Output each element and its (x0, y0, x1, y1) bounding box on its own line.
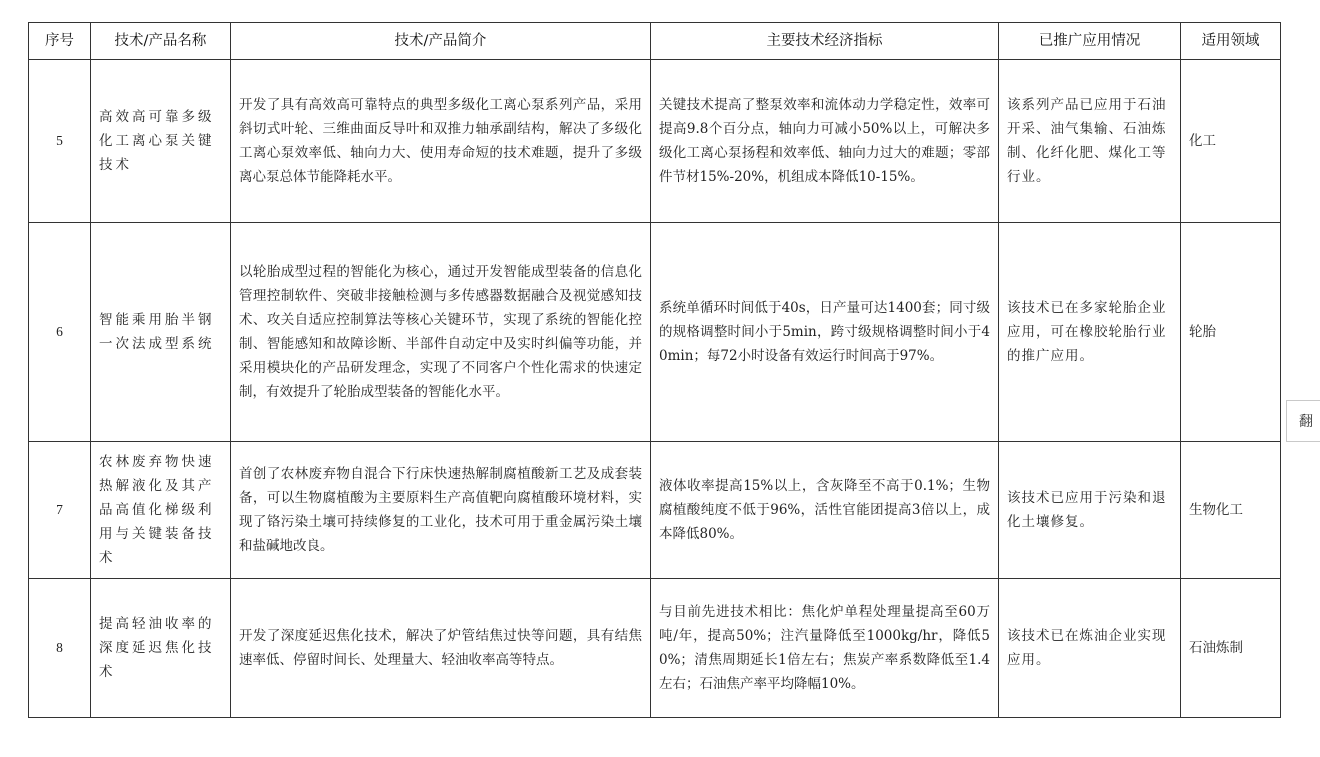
technology-metrics: 与目前先进技术相比：焦化炉单程处理量提高至60万吨/年，提高50%；注汽量降低至1000kg/hr，降低50%；清焦周期延长1倍左右；焦炭产率系数降低至1.4左右；石油焦产率平均降幅10%。 (651, 579, 999, 718)
header-applied: 已推广应用情况 (999, 23, 1181, 60)
header-name: 技术/产品名称 (91, 23, 231, 60)
technology-catalog-table (28, 22, 1281, 718)
technology-name: 高效高可靠多级化工离心泵关键技术 (91, 60, 231, 223)
application-field: 轮胎 (1181, 223, 1281, 442)
row-number: 8 (29, 579, 91, 718)
technology-name: 农林废弃物快速热解液化及其产品高值化梯级利用与关键装备技术 (91, 442, 231, 579)
row-number: 7 (29, 442, 91, 579)
header-intro: 技术/产品简介 (231, 23, 651, 60)
application-field: 石油炼制 (1181, 579, 1281, 718)
table-row (29, 223, 1281, 442)
header-row (29, 23, 1281, 60)
application-status: 该系列产品已应用于石油开采、油气集输、石油炼制、化纤化肥、煤化工等行业。 (999, 60, 1181, 223)
application-field: 化工 (1181, 60, 1281, 223)
header-number: 序号 (29, 23, 91, 60)
technology-name: 提高轻油收率的深度延迟焦化技术 (91, 579, 231, 718)
technology-metrics: 系统单循环时间低于40s，日产量可达1400套；同寸级的规格调整时间小于5min，跨寸级规格调整时间小于40min；每72小时设备有效运行时间高于97%。 (651, 223, 999, 442)
application-field: 生物化工 (1181, 442, 1281, 579)
technology-intro: 开发了具有高效高可靠特点的典型多级化工离心泵系列产品，采用斜切式叶轮、三维曲面反导叶和双推力轴承副结构，解决了多级化工离心泵效率低、轴向力大、使用寿命短的技术难题，提升了多级离心泵总体节能降耗水平。 (231, 60, 651, 223)
table-row (29, 579, 1281, 718)
application-status: 该技术已在多家轮胎企业应用，可在橡胶轮胎行业的推广应用。 (999, 223, 1181, 442)
table-row (29, 60, 1281, 223)
technology-name: 智能乘用胎半钢一次法成型系统 (91, 223, 231, 442)
application-status: 该技术已应用于污染和退化土壤修复。 (999, 442, 1181, 579)
header-field: 适用领域 (1181, 23, 1281, 60)
row-number: 5 (29, 60, 91, 223)
side-translate-tab[interactable]: 翻 (1286, 400, 1320, 442)
technology-intro: 以轮胎成型过程的智能化为核心，通过开发智能成型装备的信息化管理控制软件、突破非接触检测与多传感器数据融合及视觉感知技术、攻关自适应控制算法等核心关键环节，实现了系统的智能化控制、智能感知和故障诊断、半部件自动定中及实时纠偏等功能，并采用模块化的产品研发理念，实现了不同客户个性化需求的快速定制，有效提升了轮胎成型装备的智能化水平。 (231, 223, 651, 442)
table-row (29, 442, 1281, 579)
technology-intro: 开发了深度延迟焦化技术，解决了炉管结焦过快等问题，具有结焦速率低、停留时间长、处理量大、轻油收率高等特点。 (231, 579, 651, 718)
application-status: 该技术已在炼油企业实现应用。 (999, 579, 1181, 718)
technology-metrics: 关键技术提高了整泵效率和流体动力学稳定性，效率可提高9.8个百分点，轴向力可减小50%以上，可解决多级化工离心泵扬程和效率低、轴向力过大的难题；零部件节材15%-20%，机组成本降低10-15%。 (651, 60, 999, 223)
header-metrics: 主要技术经济指标 (651, 23, 999, 60)
technology-metrics: 液体收率提高15%以上，含灰降至不高于0.1%；生物腐植酸纯度不低于96%，活性官能团提高3倍以上，成本降低80%。 (651, 442, 999, 579)
technology-intro: 首创了农林废弃物自混合下行床快速热解制腐植酸新工艺及成套装备，可以生物腐植酸为主要原料生产高值靶向腐植酸环境材料，实现了铬污染土壤可持续修复的工业化，技术可用于重金属污染土壤和盐碱地改良。 (231, 442, 651, 579)
row-number: 6 (29, 223, 91, 442)
